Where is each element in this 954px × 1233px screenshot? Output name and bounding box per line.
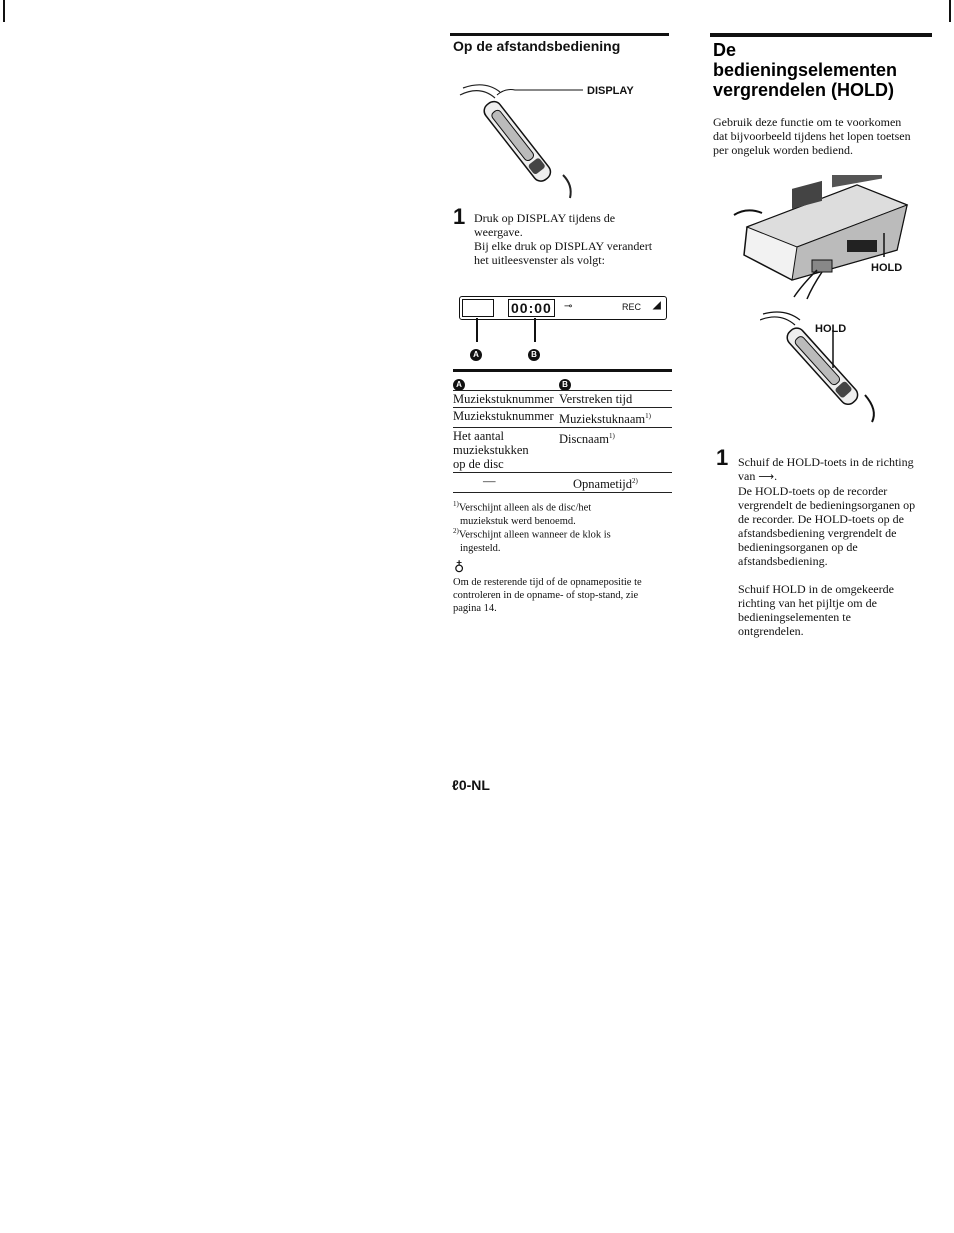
lcd-time: 00:00: [508, 299, 555, 317]
heading-line: vergrendelen (HOLD): [713, 80, 895, 100]
table-row: [453, 408, 672, 428]
table-row: [453, 473, 672, 493]
footnote-ref: 1): [608, 432, 615, 441]
section-heading-hold: [713, 40, 943, 100]
footnote-1: [453, 498, 668, 528]
unlock-line: richting van het pijltje om de: [738, 596, 877, 610]
footnote-2-line: ingesteld.: [460, 542, 501, 554]
table-cell-a: Muziekstuknummer: [453, 391, 559, 408]
tip-line: controleren in de opname- of stop-stand, zie: [453, 590, 639, 601]
footnote-1-line: Verschijnt alleen als de disc/het: [458, 502, 592, 514]
table-row: [453, 391, 672, 408]
step-line: De HOLD-toets op de recorder: [738, 484, 888, 498]
footnote-1-line: muziekstuk werd benoemd.: [460, 515, 576, 527]
marker-a: [470, 344, 482, 362]
table-cell-b-text: Opnametijd: [573, 477, 633, 492]
footnote-2-line: Verschijnt alleen wanneer de klok is: [458, 529, 611, 541]
heading-line: De: [713, 40, 737, 60]
step-line-text: van: [738, 469, 756, 483]
table-cell-a: —: [453, 473, 559, 493]
tip-bulb-icon: ♁: [454, 560, 465, 576]
page-number: ℓ0-NL: [452, 777, 490, 793]
heading-line: bedieningselementen: [713, 60, 898, 80]
step-line: afstandsbediening vergrendelt de: [738, 526, 897, 540]
lcd-display: [459, 296, 667, 320]
marker-b: [528, 344, 540, 362]
heading-rule-right: [710, 33, 932, 37]
unlock-line: bedieningselementen te: [738, 610, 851, 624]
step-line: afstandsbediening.: [738, 554, 828, 568]
intro-line: Gebruik deze functie om te voorkomen: [713, 115, 902, 129]
disc-icon: ⊸: [564, 301, 573, 312]
step-line: de recorder. De HOLD-toets op de: [738, 512, 904, 526]
step-text-line: weergave.: [474, 225, 523, 239]
battery-icon: ◢: [653, 300, 661, 311]
lcd-segment-a: [462, 299, 494, 317]
marker-a-label: A: [470, 349, 482, 361]
intro-text: [713, 115, 938, 157]
table-cell-a: Muziekstuknummer: [453, 408, 559, 428]
table-cell-b: [559, 473, 672, 493]
table-header-b-label: B: [559, 379, 571, 391]
marker-b-label: B: [528, 349, 540, 361]
hold-label-remote: HOLD: [815, 323, 847, 335]
footnote-2-marker: 2): [453, 527, 459, 535]
display-label: DISPLAY: [587, 85, 634, 97]
recorder-illustration: [732, 175, 912, 300]
intro-line: dat bijvoorbeeld tijdens het lopen toetsen: [713, 129, 911, 143]
table-cell-b: [559, 428, 672, 473]
tip-line: pagina 14.: [453, 603, 497, 614]
footnote-1-marker: 1): [453, 500, 459, 508]
unlock-line: ontgrendelen.: [738, 624, 804, 638]
table-cell-b-text: Discnaam: [559, 432, 609, 447]
table-cell-a-line: op de disc: [453, 457, 504, 472]
step-display-text: [474, 211, 674, 267]
table-cell-b-text: Muziekstuknaam: [559, 412, 646, 427]
step-line: bedieningsorganen op de: [738, 540, 858, 554]
footnote-ref: 2): [632, 477, 638, 486]
step-line: Schuif de HOLD-toets in de richting: [738, 455, 914, 469]
table-cell-a: [453, 428, 559, 473]
remote-control-illustration: [455, 80, 585, 200]
step-text-line: het uitleesvenster als volgt:: [474, 253, 605, 267]
pointer-b: [534, 318, 536, 342]
step-number-display: 1: [453, 204, 466, 229]
section-heading-remote: Op de afstandsbediening: [453, 38, 621, 54]
table-cell-a-line: Het aantal: [453, 429, 505, 444]
table-row: [453, 428, 672, 473]
table-cell-b: [559, 391, 672, 408]
table-cell-a-line: muziekstukken: [453, 443, 529, 458]
table-header-a-label: A: [453, 379, 465, 391]
intro-line: per ongeluk worden bediend.: [713, 143, 853, 157]
footnote-ref: 1): [645, 412, 651, 420]
tip-text: [453, 576, 675, 615]
heading-rule-left: [450, 33, 669, 36]
step-line: van ⟶.: [738, 469, 778, 483]
scan-edge-right: [949, 0, 951, 22]
display-table: [453, 390, 672, 493]
step-line: vergrendelt de bedieningsorganen op: [738, 498, 916, 512]
footnote-2: [453, 525, 668, 555]
tip-line: Om de resterende tijd of de opnamepositie te: [453, 577, 642, 588]
table-cell-b: [559, 408, 672, 428]
step-hold-text: [738, 455, 943, 568]
lcd-rec: REC: [622, 302, 642, 312]
arrow-right-icon: ⟶: [758, 470, 775, 483]
unlock-text: [738, 582, 943, 638]
step-text-line: Druk op DISPLAY tijdens de: [474, 211, 616, 225]
step-text-line: Bij elke druk op DISPLAY verandert: [474, 239, 653, 253]
table-top-rule: [453, 369, 672, 372]
hold-label-recorder: HOLD: [871, 262, 903, 274]
step-number-hold: 1: [716, 445, 729, 470]
pointer-a: [476, 318, 478, 342]
unlock-line: Schuif HOLD in de omgekeerde: [738, 582, 894, 596]
table-cell-b-text: Verstreken tijd: [559, 392, 633, 406]
scan-edge-left: [3, 0, 5, 22]
